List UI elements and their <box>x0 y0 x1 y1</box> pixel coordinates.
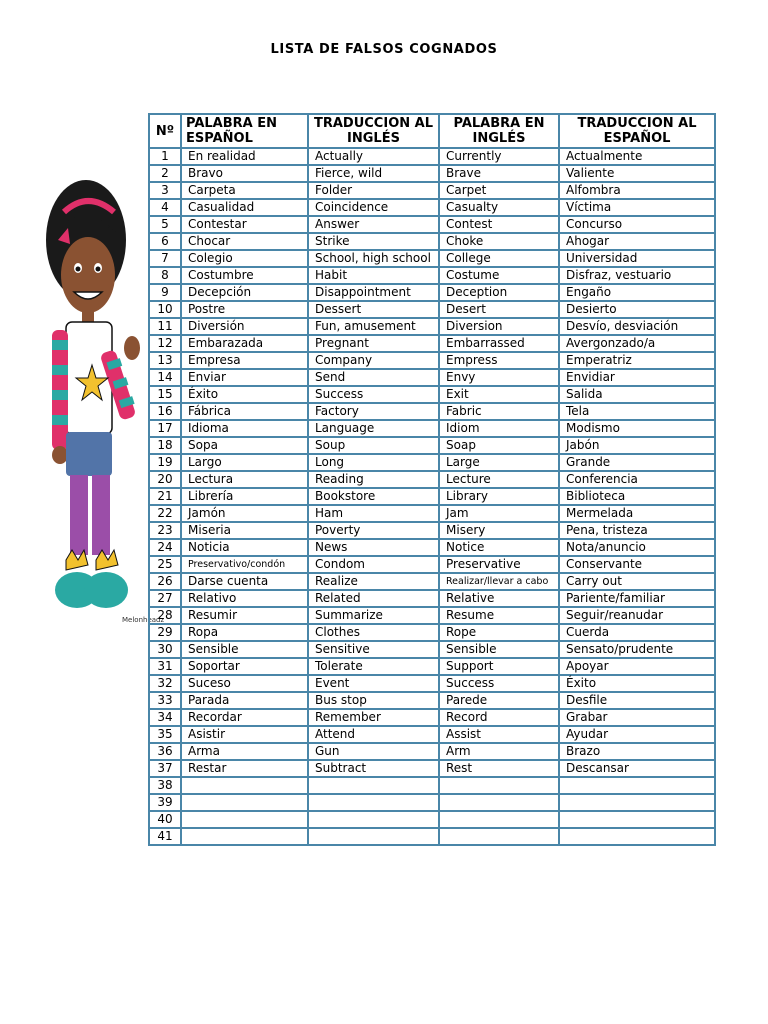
row-number-cell: 8 <box>149 267 181 284</box>
row-number-cell: 23 <box>149 522 181 539</box>
table-row <box>149 199 715 216</box>
spanish-translation-cell: Modismo <box>559 420 715 437</box>
table-row <box>149 352 715 369</box>
row-number-cell: 27 <box>149 590 181 607</box>
spanish-word-cell: Jamón <box>181 505 308 522</box>
table-row <box>149 692 715 709</box>
row-number-cell: 35 <box>149 726 181 743</box>
header-spanish-word: PALABRA EN ESPAÑOL <box>181 114 308 148</box>
english-word-cell <box>439 811 559 828</box>
table-row <box>149 250 715 267</box>
header-number: Nº <box>149 114 181 148</box>
row-number-cell: 17 <box>149 420 181 437</box>
header-spanish-translation: TRADUCCION AL ESPAÑOL <box>559 114 715 148</box>
english-translation-cell <box>308 777 439 794</box>
english-translation-cell <box>308 794 439 811</box>
english-translation-cell: News <box>308 539 439 556</box>
row-number-cell: 14 <box>149 369 181 386</box>
english-translation-cell: Summarize <box>308 607 439 624</box>
spanish-word-cell: Chocar <box>181 233 308 250</box>
spanish-word-cell: Arma <box>181 743 308 760</box>
english-word-cell: Sensible <box>439 641 559 658</box>
english-translation-cell: Event <box>308 675 439 692</box>
spanish-word-cell: Idioma <box>181 420 308 437</box>
spanish-translation-cell: Tela <box>559 403 715 420</box>
table-row <box>149 658 715 675</box>
row-number-cell: 36 <box>149 743 181 760</box>
spanish-translation-cell: Carry out <box>559 573 715 590</box>
row-number-cell: 20 <box>149 471 181 488</box>
table-row <box>149 743 715 760</box>
english-word-cell: Misery <box>439 522 559 539</box>
spanish-translation-cell: Brazo <box>559 743 715 760</box>
spanish-translation-cell: Desierto <box>559 301 715 318</box>
english-translation-cell: School, high school <box>308 250 439 267</box>
english-translation-cell: Language <box>308 420 439 437</box>
table-row <box>149 641 715 658</box>
row-number-cell: 10 <box>149 301 181 318</box>
english-word-cell: Parede <box>439 692 559 709</box>
row-number-cell: 40 <box>149 811 181 828</box>
spanish-translation-cell: Desfile <box>559 692 715 709</box>
spanish-word-cell: Resumir <box>181 607 308 624</box>
spanish-word-cell: Asistir <box>181 726 308 743</box>
table-row <box>149 335 715 352</box>
spanish-word-cell: Fábrica <box>181 403 308 420</box>
english-translation-cell: Strike <box>308 233 439 250</box>
spanish-translation-cell: Desvío, desviación <box>559 318 715 335</box>
row-number-cell: 5 <box>149 216 181 233</box>
table-row <box>149 471 715 488</box>
spanish-translation-cell: Valiente <box>559 165 715 182</box>
row-number-cell: 37 <box>149 760 181 777</box>
spanish-translation-cell <box>559 828 715 845</box>
spanish-translation-cell: Conservante <box>559 556 715 573</box>
spanish-word-cell: Largo <box>181 454 308 471</box>
row-number-cell: 11 <box>149 318 181 335</box>
table-row <box>149 301 715 318</box>
spanish-translation-cell: Pariente/familiar <box>559 590 715 607</box>
english-translation-cell: Subtract <box>308 760 439 777</box>
table-row <box>149 590 715 607</box>
english-translation-cell: Poverty <box>308 522 439 539</box>
table-row <box>149 284 715 301</box>
english-word-cell: Brave <box>439 165 559 182</box>
table-row <box>149 573 715 590</box>
spanish-translation-cell: Cuerda <box>559 624 715 641</box>
english-word-cell: Rope <box>439 624 559 641</box>
table-row <box>149 505 715 522</box>
row-number-cell: 1 <box>149 148 181 165</box>
table-row <box>149 165 715 182</box>
spanish-word-cell: Costumbre <box>181 267 308 284</box>
spanish-translation-cell: Víctima <box>559 199 715 216</box>
english-word-cell: Notice <box>439 539 559 556</box>
header-english-translation: TRADUCCION AL INGLÉS <box>308 114 439 148</box>
english-word-cell: Currently <box>439 148 559 165</box>
english-translation-cell: Answer <box>308 216 439 233</box>
spanish-translation-cell: Alfombra <box>559 182 715 199</box>
table-row <box>149 675 715 692</box>
table-row <box>149 369 715 386</box>
table-row <box>149 709 715 726</box>
row-number-cell: 28 <box>149 607 181 624</box>
spanish-word-cell: Librería <box>181 488 308 505</box>
spanish-translation-cell: Concurso <box>559 216 715 233</box>
spanish-word-cell <box>181 777 308 794</box>
row-number-cell: 32 <box>149 675 181 692</box>
spanish-translation-cell: Universidad <box>559 250 715 267</box>
spanish-word-cell <box>181 811 308 828</box>
table-row <box>149 794 715 811</box>
row-number-cell: 33 <box>149 692 181 709</box>
spanish-translation-cell: Descansar <box>559 760 715 777</box>
english-word-cell: Relative <box>439 590 559 607</box>
row-number-cell: 13 <box>149 352 181 369</box>
english-translation-cell: Related <box>308 590 439 607</box>
table-row <box>149 777 715 794</box>
spanish-word-cell: Carpeta <box>181 182 308 199</box>
english-word-cell: Choke <box>439 233 559 250</box>
spanish-translation-cell: Grande <box>559 454 715 471</box>
spanish-word-cell: Sensible <box>181 641 308 658</box>
english-word-cell: Library <box>439 488 559 505</box>
english-translation-cell: Company <box>308 352 439 369</box>
english-translation-cell: Factory <box>308 403 439 420</box>
spanish-translation-cell: Engaño <box>559 284 715 301</box>
table-row <box>149 233 715 250</box>
english-translation-cell: Reading <box>308 471 439 488</box>
spanish-translation-cell: Ahogar <box>559 233 715 250</box>
spanish-translation-cell: Apoyar <box>559 658 715 675</box>
english-word-cell: Rest <box>439 760 559 777</box>
illustration-signature: Melonheadz <box>122 616 165 624</box>
english-translation-cell: Realize <box>308 573 439 590</box>
spanish-word-cell <box>181 794 308 811</box>
spanish-word-cell: Parada <box>181 692 308 709</box>
english-translation-cell <box>308 828 439 845</box>
english-translation-cell: Send <box>308 369 439 386</box>
english-translation-cell: Remember <box>308 709 439 726</box>
english-translation-cell <box>308 811 439 828</box>
english-translation-cell: Fun, amusement <box>308 318 439 335</box>
spanish-translation-cell: Nota/anuncio <box>559 539 715 556</box>
english-word-cell: Fabric <box>439 403 559 420</box>
table-row <box>149 182 715 199</box>
english-word-cell: Carpet <box>439 182 559 199</box>
english-word-cell: Jam <box>439 505 559 522</box>
spanish-translation-cell <box>559 811 715 828</box>
spanish-translation-cell: Jabón <box>559 437 715 454</box>
row-number-cell: 41 <box>149 828 181 845</box>
english-word-cell: Costume <box>439 267 559 284</box>
row-number-cell: 9 <box>149 284 181 301</box>
row-number-cell: 16 <box>149 403 181 420</box>
spanish-word-cell: Miseria <box>181 522 308 539</box>
english-translation-cell: Disappointment <box>308 284 439 301</box>
row-number-cell: 39 <box>149 794 181 811</box>
spanish-word-cell: Casualidad <box>181 199 308 216</box>
english-translation-cell: Tolerate <box>308 658 439 675</box>
table-row <box>149 437 715 454</box>
spanish-word-cell: Lectura <box>181 471 308 488</box>
spanish-word-cell: Suceso <box>181 675 308 692</box>
table-row <box>149 148 715 165</box>
english-word-cell: Success <box>439 675 559 692</box>
english-word-cell: Casualty <box>439 199 559 216</box>
row-number-cell: 15 <box>149 386 181 403</box>
english-word-cell: Realizar/llevar a cabo <box>439 573 559 590</box>
row-number-cell: 31 <box>149 658 181 675</box>
english-translation-cell: Success <box>308 386 439 403</box>
spanish-word-cell: Relativo <box>181 590 308 607</box>
row-number-cell: 30 <box>149 641 181 658</box>
table-row <box>149 726 715 743</box>
spanish-translation-cell: Envidiar <box>559 369 715 386</box>
spanish-word-cell <box>181 828 308 845</box>
table-row <box>149 811 715 828</box>
table-row <box>149 828 715 845</box>
spanish-translation-cell: Sensato/prudente <box>559 641 715 658</box>
table-row <box>149 522 715 539</box>
table-row <box>149 420 715 437</box>
spanish-translation-cell: Disfraz, vestuario <box>559 267 715 284</box>
english-translation-cell: Soup <box>308 437 439 454</box>
english-translation-cell: Bookstore <box>308 488 439 505</box>
row-number-cell: 25 <box>149 556 181 573</box>
english-word-cell: Support <box>439 658 559 675</box>
spanish-word-cell: Éxito <box>181 386 308 403</box>
english-word-cell: Deception <box>439 284 559 301</box>
spanish-translation-cell: Grabar <box>559 709 715 726</box>
table-row <box>149 267 715 284</box>
table-header-row <box>149 114 715 148</box>
row-number-cell: 24 <box>149 539 181 556</box>
english-word-cell: Embarrassed <box>439 335 559 352</box>
english-word-cell: Assist <box>439 726 559 743</box>
spanish-word-cell: Contestar <box>181 216 308 233</box>
row-number-cell: 22 <box>149 505 181 522</box>
spanish-translation-cell: Mermelada <box>559 505 715 522</box>
table-row <box>149 624 715 641</box>
spanish-word-cell: Colegio <box>181 250 308 267</box>
spanish-word-cell: Postre <box>181 301 308 318</box>
row-number-cell: 3 <box>149 182 181 199</box>
english-word-cell: Soap <box>439 437 559 454</box>
row-number-cell: 12 <box>149 335 181 352</box>
spanish-word-cell: Restar <box>181 760 308 777</box>
table-row <box>149 403 715 420</box>
table-row <box>149 556 715 573</box>
english-word-cell: Envy <box>439 369 559 386</box>
english-word-cell: Contest <box>439 216 559 233</box>
spanish-translation-cell: Emperatriz <box>559 352 715 369</box>
english-translation-cell: Habit <box>308 267 439 284</box>
english-translation-cell: Sensitive <box>308 641 439 658</box>
table-row <box>149 216 715 233</box>
english-translation-cell: Condom <box>308 556 439 573</box>
spanish-translation-cell: Biblioteca <box>559 488 715 505</box>
spanish-word-cell: Embarazada <box>181 335 308 352</box>
table-row <box>149 318 715 335</box>
english-translation-cell: Folder <box>308 182 439 199</box>
spanish-word-cell: Enviar <box>181 369 308 386</box>
english-translation-cell: Ham <box>308 505 439 522</box>
table-row <box>149 760 715 777</box>
spanish-translation-cell: Salida <box>559 386 715 403</box>
table-row <box>149 607 715 624</box>
row-number-cell: 6 <box>149 233 181 250</box>
spanish-word-cell: Bravo <box>181 165 308 182</box>
english-translation-cell: Attend <box>308 726 439 743</box>
spanish-word-cell: Noticia <box>181 539 308 556</box>
spanish-word-cell: Recordar <box>181 709 308 726</box>
spanish-translation-cell: Actualmente <box>559 148 715 165</box>
english-word-cell: Arm <box>439 743 559 760</box>
english-translation-cell: Bus stop <box>308 692 439 709</box>
spanish-translation-cell: Avergonzado/a <box>559 335 715 352</box>
english-word-cell: Desert <box>439 301 559 318</box>
spanish-word-cell: Ropa <box>181 624 308 641</box>
table-row <box>149 539 715 556</box>
english-word-cell: Lecture <box>439 471 559 488</box>
table-row <box>149 488 715 505</box>
spanish-translation-cell <box>559 794 715 811</box>
english-translation-cell: Fierce, wild <box>308 165 439 182</box>
row-number-cell: 4 <box>149 199 181 216</box>
spanish-word-cell: Decepción <box>181 284 308 301</box>
spanish-word-cell: Empresa <box>181 352 308 369</box>
row-number-cell: 29 <box>149 624 181 641</box>
spanish-word-cell: Preservativo/condón <box>181 556 308 573</box>
spanish-translation-cell: Éxito <box>559 675 715 692</box>
english-word-cell: Empress <box>439 352 559 369</box>
english-word-cell: Idiom <box>439 420 559 437</box>
row-number-cell: 19 <box>149 454 181 471</box>
row-number-cell: 26 <box>149 573 181 590</box>
english-word-cell <box>439 794 559 811</box>
row-number-cell: 34 <box>149 709 181 726</box>
english-translation-cell: Long <box>308 454 439 471</box>
english-translation-cell: Actually <box>308 148 439 165</box>
spanish-translation-cell: Pena, tristeza <box>559 522 715 539</box>
english-word-cell: College <box>439 250 559 267</box>
page-title: LISTA DE FALSOS COGNADOS <box>270 42 498 57</box>
english-word-cell: Resume <box>439 607 559 624</box>
table-row <box>149 386 715 403</box>
english-translation-cell: Clothes <box>308 624 439 641</box>
spanish-translation-cell: Ayudar <box>559 726 715 743</box>
row-number-cell: 7 <box>149 250 181 267</box>
spanish-translation-cell <box>559 777 715 794</box>
row-number-cell: 18 <box>149 437 181 454</box>
row-number-cell: 38 <box>149 777 181 794</box>
false-cognates-table <box>148 113 716 846</box>
english-translation-cell: Gun <box>308 743 439 760</box>
english-word-cell: Record <box>439 709 559 726</box>
english-word-cell: Large <box>439 454 559 471</box>
spanish-translation-cell: Conferencia <box>559 471 715 488</box>
english-word-cell <box>439 777 559 794</box>
english-translation-cell: Dessert <box>308 301 439 318</box>
spanish-word-cell: Soportar <box>181 658 308 675</box>
english-translation-cell: Coincidence <box>308 199 439 216</box>
english-word-cell: Diversion <box>439 318 559 335</box>
spanish-word-cell: Darse cuenta <box>181 573 308 590</box>
spanish-word-cell: Sopa <box>181 437 308 454</box>
row-number-cell: 2 <box>149 165 181 182</box>
spanish-translation-cell: Seguir/reanudar <box>559 607 715 624</box>
row-number-cell: 21 <box>149 488 181 505</box>
english-word-cell: Preservative <box>439 556 559 573</box>
english-translation-cell: Pregnant <box>308 335 439 352</box>
header-english-word: PALABRA EN INGLÉS <box>439 114 559 148</box>
table-row <box>149 454 715 471</box>
spanish-word-cell: Diversión <box>181 318 308 335</box>
english-word-cell: Exit <box>439 386 559 403</box>
english-word-cell <box>439 828 559 845</box>
spanish-word-cell: En realidad <box>181 148 308 165</box>
